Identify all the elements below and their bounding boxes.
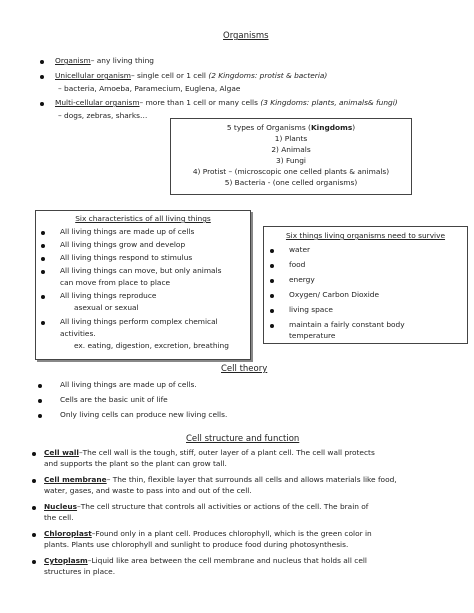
bullet-icon	[270, 324, 274, 328]
need-item: maintain a fairly constant body	[289, 320, 405, 329]
unicellular-term: Unicellular organism	[55, 71, 131, 80]
cell-structure-heading: Cell structure and function	[186, 434, 300, 444]
multicellular-kingdoms: (3 Kingdoms: plants, animals& fungi)	[260, 98, 398, 107]
characteristic-item-continued: can move from place to place	[60, 278, 171, 287]
bullet-icon	[41, 257, 45, 261]
characteristic-item: All living things grow and develop	[60, 240, 186, 249]
bullet-icon	[270, 309, 274, 313]
page-title: Organisms	[223, 31, 269, 41]
characteristics-box	[35, 210, 251, 360]
need-item: energy	[289, 275, 315, 284]
structure-def-continued: and supports the plant so the plant can grow tall.	[44, 459, 227, 468]
bullet-icon	[270, 249, 274, 253]
structure-def: –Found only in a plant cell. Produces chlorophyll, which is the green color in	[91, 529, 372, 538]
characteristic-item: All living things respond to stimulus	[60, 253, 193, 262]
cell-theory-item: Only living cells can produce new living cells.	[60, 410, 228, 419]
cell-structure-item	[44, 475, 397, 485]
bullet-icon	[41, 321, 45, 325]
bullet-icon	[38, 414, 42, 418]
characteristic-item-detail: ex. eating, digestion, excretion, breathing	[74, 341, 229, 350]
kingdom-item: 5) Bacteria - (one celled organisms)	[224, 178, 358, 187]
structure-def-continued: structures in place.	[44, 567, 116, 576]
need-item-continued: temperature	[289, 331, 336, 340]
multicellular-definition	[55, 98, 398, 108]
structure-def: –Liquid like area between the cell membrane and nucleus that holds all cell	[87, 556, 367, 565]
organism-def: – any living thing	[90, 56, 154, 65]
organism-definition	[55, 56, 154, 66]
characteristic-item-continued: activities.	[60, 329, 96, 338]
structure-term: Chloroplast	[44, 529, 92, 538]
kingdom-item: 4) Protist – (microscopic one celled plants & animals)	[192, 167, 390, 176]
cell-structure-item	[44, 556, 367, 566]
bullet-icon	[41, 270, 45, 274]
multicellular-def: – more than 1 cell or many cells	[139, 98, 261, 107]
bullet-icon	[40, 60, 44, 64]
needs-box	[263, 226, 468, 344]
multicellular-examples: – dogs, zebras, sharks…	[58, 111, 148, 120]
structure-def-continued: water, gases, and waste to pass into and out of the cell.	[44, 486, 252, 495]
structure-def-continued: plants. Plants use chlorophyll and sunlight to produce food during photosynthesis.	[44, 540, 349, 549]
characteristic-item: All living things are made up of cells	[60, 227, 195, 236]
kingdoms-box	[170, 118, 412, 195]
bullet-icon	[32, 560, 36, 564]
characteristic-item: All living things can move, but only animals	[60, 266, 222, 275]
bullet-icon	[40, 102, 44, 106]
cell-theory-heading: Cell theory	[221, 364, 268, 374]
unicellular-kingdoms: (2 Kingdoms: protist & bacteria)	[208, 71, 328, 80]
structure-term: Cytoplasm	[44, 556, 88, 565]
bullet-icon	[41, 295, 45, 299]
cell-structure-item	[44, 448, 375, 458]
characteristic-item-detail: asexual or sexual	[74, 303, 139, 312]
kingdoms-heading-suffix: )	[352, 123, 356, 132]
multicellular-term: Multi-cellular organism	[55, 98, 140, 107]
unicellular-examples: – bacteria, Amoeba, Paramecium, Euglena, Algae	[58, 84, 241, 93]
kingdom-item: 1) Plants	[274, 134, 308, 143]
bullet-icon	[32, 506, 36, 510]
need-item: living space	[289, 305, 333, 314]
structure-term: Nucleus	[44, 502, 78, 511]
bullet-icon	[32, 479, 36, 483]
bullet-icon	[270, 264, 274, 268]
bullet-icon	[41, 231, 45, 235]
structure-def: –The cell structure that controls all activities or actions of the cell. The brain of	[77, 502, 369, 511]
bullet-icon	[270, 279, 274, 283]
bullet-icon	[38, 399, 42, 403]
need-item: water	[289, 245, 311, 254]
bullet-icon	[40, 75, 44, 79]
structure-def: – The thin, flexible layer that surrounds all cells and allows materials like food,	[106, 475, 397, 484]
cell-theory-item: All living things are made up of cells.	[60, 380, 197, 389]
need-item: food	[289, 260, 306, 269]
bullet-icon	[270, 294, 274, 298]
characteristic-item: All living things perform complex chemical	[60, 317, 218, 326]
organism-term: Organism	[55, 56, 91, 65]
cell-theory-item: Cells are the basic unit of life	[60, 395, 168, 404]
structure-term: Cell membrane	[44, 475, 107, 484]
kingdom-item: 2) Animals	[271, 145, 311, 154]
structure-term: Cell wall	[44, 448, 79, 457]
characteristic-item: All living things reproduce	[60, 291, 157, 300]
cell-structure-item	[44, 502, 368, 512]
cell-structure-item	[44, 529, 372, 539]
needs-heading: Six things living organisms need to survive	[285, 231, 446, 240]
structure-def: –The cell wall is the tough, stiff, outer layer of a plant cell. The cell wall protects	[78, 448, 375, 457]
bullet-icon	[32, 533, 36, 537]
kingdom-item: 3) Fungi	[276, 156, 306, 165]
characteristics-heading: Six characteristics of all living things	[75, 214, 211, 223]
unicellular-def: – single cell or 1 cell	[130, 71, 209, 80]
kingdoms-heading	[171, 123, 411, 133]
kingdoms-heading-bold: Kingdoms	[310, 123, 353, 132]
bullet-icon	[38, 384, 42, 388]
bullet-icon	[32, 452, 36, 456]
bullet-icon	[41, 244, 45, 248]
unicellular-definition	[55, 71, 327, 81]
kingdoms-heading-prefix: 5 types of Organisms (	[226, 123, 311, 132]
need-item: Oxygen/ Carbon Dioxide	[289, 290, 380, 299]
structure-def-continued: the cell.	[44, 513, 74, 522]
